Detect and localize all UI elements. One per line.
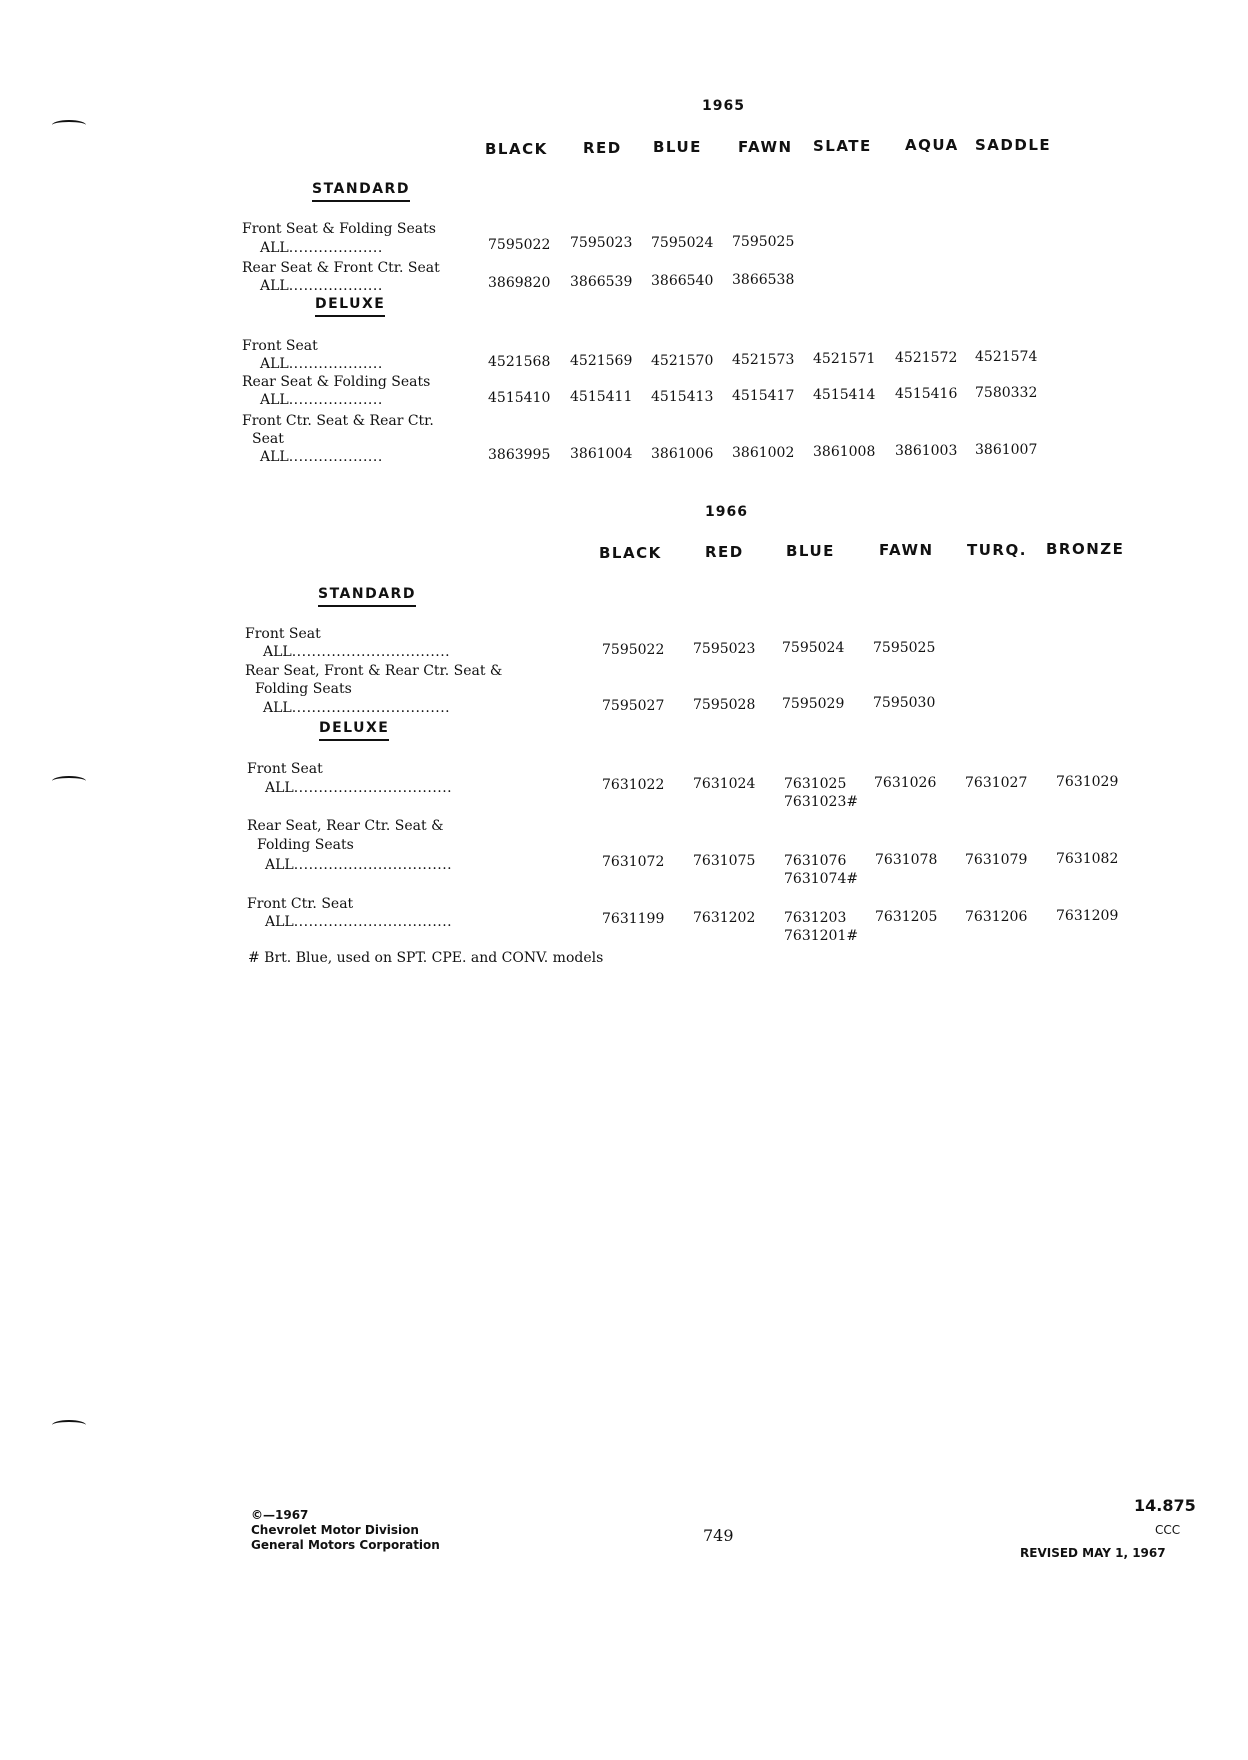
part-number: 7595030 — [873, 695, 936, 711]
part-number: 7631199 — [602, 911, 665, 927]
part-number: 7595027 — [602, 698, 665, 714]
part-number: 7595022 — [488, 237, 551, 253]
color-header: RED — [705, 543, 744, 561]
color-header: BLACK — [599, 544, 662, 562]
row-label: Rear Seat, Rear Ctr. Seat & — [247, 818, 444, 834]
row-sub-label: ALL................... — [260, 356, 383, 372]
part-number: 7631027 — [965, 775, 1028, 791]
binder-mark-top — [52, 120, 86, 130]
row-label: Rear Seat, Front & Rear Ctr. Seat & — [245, 663, 503, 679]
row-sub-label: ALL................................ — [265, 857, 453, 873]
part-number: 3861008 — [813, 444, 876, 460]
color-header: BLUE — [786, 542, 835, 560]
part-number: 3861002 — [732, 445, 795, 461]
part-number: 7631079 — [965, 852, 1028, 868]
row-label: Front Seat & Folding Seats — [242, 221, 436, 237]
part-number: 7631209 — [1056, 908, 1119, 924]
part-number-alternate: 7631023# — [784, 794, 859, 810]
part-number: 3866539 — [570, 274, 633, 290]
binder-mark-middle — [52, 776, 86, 786]
part-number: 7595024 — [651, 235, 714, 251]
section-heading-standard: STANDARD — [312, 181, 410, 202]
color-header: SLATE — [813, 137, 872, 155]
year-1965: 1965 — [702, 98, 745, 114]
part-number: 4521568 — [488, 354, 551, 370]
color-header: BRONZE — [1046, 540, 1125, 558]
part-number: 7595023 — [570, 235, 633, 251]
part-number: 7631078 — [875, 852, 938, 868]
row-label: Rear Seat & Front Ctr. Seat — [242, 260, 440, 276]
footnote: # Brt. Blue, used on SPT. CPE. and CONV. models — [248, 950, 604, 966]
color-header: SADDLE — [975, 136, 1052, 154]
part-number: 7595023 — [693, 641, 756, 657]
section-heading-deluxe: DELUXE — [315, 296, 385, 317]
row-sub-label: ALL................... — [260, 392, 383, 408]
section-heading-standard: STANDARD — [318, 586, 416, 607]
color-header: AQUA — [905, 136, 959, 154]
color-header: TURQ. — [967, 541, 1027, 559]
part-number: 4515410 — [488, 390, 551, 406]
color-header: BLUE — [653, 138, 702, 156]
row-label-continued: Folding Seats — [257, 837, 354, 853]
revised-date: REVISED MAY 1, 1967 — [1020, 1546, 1166, 1560]
part-number: 4521572 — [895, 350, 958, 366]
part-number: 7595025 — [873, 640, 936, 656]
row-sub-label: ALL................... — [260, 240, 383, 256]
row-label-continued: Seat — [252, 431, 284, 447]
color-header: FAWN — [879, 541, 934, 559]
row-sub-label: ALL................... — [260, 449, 383, 465]
part-number: 4515414 — [813, 387, 876, 403]
year-1966: 1966 — [705, 504, 748, 520]
part-number: 3861003 — [895, 443, 958, 459]
part-number: 7631026 — [874, 775, 937, 791]
part-number: 7595028 — [693, 697, 756, 713]
part-number: 7631072 — [602, 854, 665, 870]
part-number: 7595022 — [602, 642, 665, 658]
section-heading-deluxe: DELUXE — [319, 720, 389, 741]
corporation-name: General Motors Corporation — [251, 1538, 440, 1552]
part-number: 3863995 — [488, 447, 551, 463]
part-number: 4521573 — [732, 352, 795, 368]
color-header: BLACK — [485, 140, 548, 158]
row-sub-label: ALL................................ — [263, 644, 451, 660]
row-label: Rear Seat & Folding Seats — [242, 374, 431, 390]
part-number: 3861006 — [651, 446, 714, 462]
part-number: 4515416 — [895, 386, 958, 402]
part-number: 7631022 — [602, 777, 665, 793]
part-number: 7631025 — [784, 776, 847, 792]
part-number: 7631206 — [965, 909, 1028, 925]
row-label: Front Seat — [247, 761, 323, 777]
page-number: 749 — [703, 1526, 734, 1545]
part-number: 7631202 — [693, 910, 756, 926]
part-number: 7631082 — [1056, 851, 1119, 867]
copyright: ©—1967 — [251, 1508, 309, 1522]
part-number: 4515417 — [732, 388, 795, 404]
part-number: 3866538 — [732, 272, 795, 288]
part-number: 3866540 — [651, 273, 714, 289]
color-header: RED — [583, 139, 622, 157]
part-number: 7631029 — [1056, 774, 1119, 790]
part-number: 7631075 — [693, 853, 756, 869]
row-label-continued: Folding Seats — [255, 681, 352, 697]
row-label: Front Ctr. Seat — [247, 896, 354, 912]
row-sub-label: ALL................................ — [265, 780, 453, 796]
color-header: FAWN — [738, 138, 793, 156]
part-number: 7595029 — [782, 696, 845, 712]
part-number: 4521574 — [975, 349, 1038, 365]
row-label: Front Ctr. Seat & Rear Ctr. — [242, 413, 434, 429]
section-number: 14.875 — [1134, 1496, 1196, 1515]
part-number: 3861004 — [570, 446, 633, 462]
division-name: Chevrolet Motor Division — [251, 1523, 419, 1537]
part-number: 4515413 — [651, 389, 714, 405]
binder-mark-bottom — [52, 1420, 86, 1430]
part-number: 4515411 — [570, 389, 633, 405]
row-label: Front Seat — [245, 626, 321, 642]
code: CCC — [1155, 1523, 1181, 1537]
part-number: 4521570 — [651, 353, 714, 369]
part-number-alternate: 7631074# — [784, 871, 859, 887]
part-number: 4521571 — [813, 351, 876, 367]
row-sub-label: ALL................... — [260, 278, 383, 294]
part-number: 3861007 — [975, 442, 1038, 458]
row-label: Front Seat — [242, 338, 318, 354]
part-number: 7631203 — [784, 910, 847, 926]
part-number: 7631205 — [875, 909, 938, 925]
part-number: 7595024 — [782, 640, 845, 656]
part-number: 4521569 — [570, 353, 633, 369]
row-sub-label: ALL................................ — [263, 700, 451, 716]
part-number: 7595025 — [732, 234, 795, 250]
part-number: 3869820 — [488, 275, 551, 291]
part-number: 7580332 — [975, 385, 1038, 401]
part-number: 7631024 — [693, 776, 756, 792]
row-sub-label: ALL................................ — [265, 914, 453, 930]
part-number: 7631076 — [784, 853, 847, 869]
part-number-alternate: 7631201# — [784, 928, 859, 944]
